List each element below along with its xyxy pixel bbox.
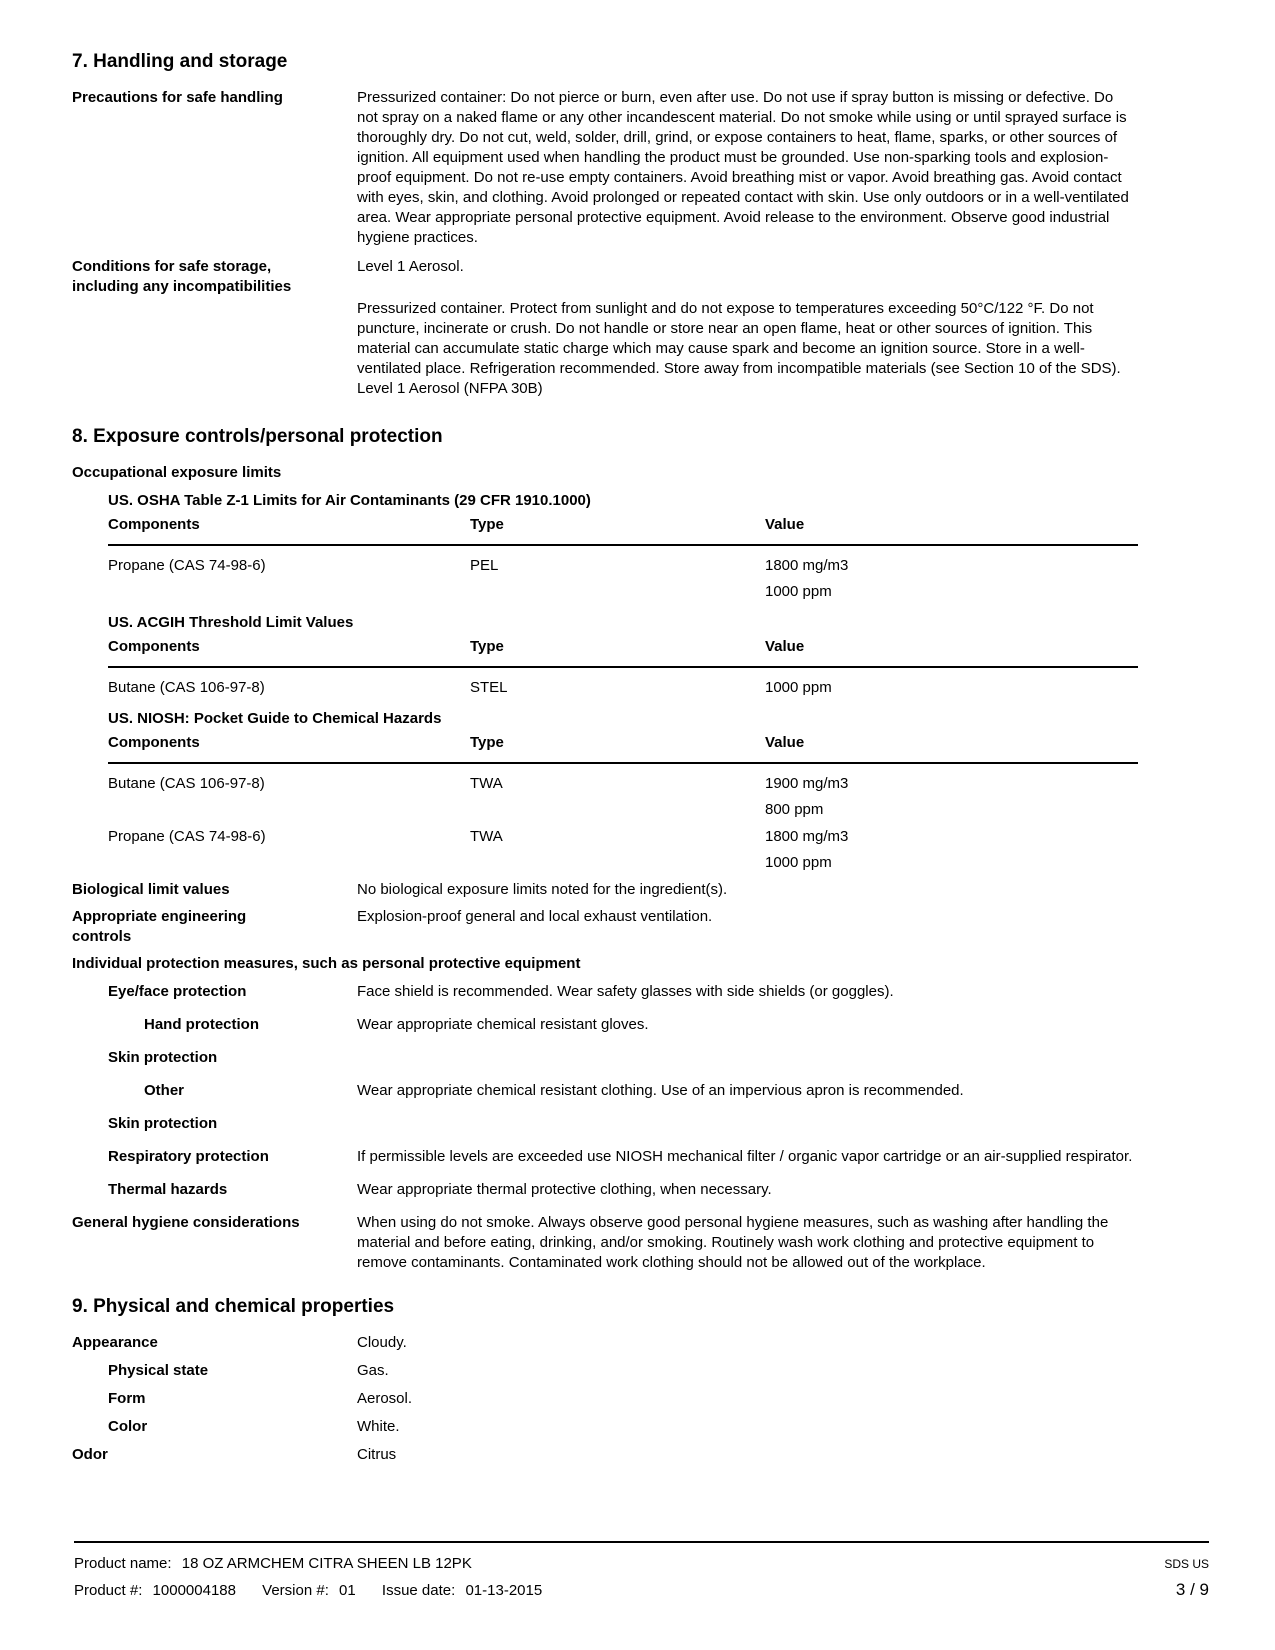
hand-protection-row (72, 1015, 1138, 1035)
engineering-controls-value: Explosion-proof general and local exhaust ventilation. (357, 908, 713, 925)
column-header-value: Value (765, 638, 805, 655)
thermal-hazards-value: Wear appropriate thermal protective clothing, when necessary. (357, 1181, 772, 1198)
storage-row (72, 257, 1138, 399)
value-line: 1800 mg/m3 (765, 828, 849, 845)
table-row (108, 675, 1138, 701)
skin-protection-row-2 (72, 1114, 1138, 1134)
storage-body-level: Level 1 Aerosol. (357, 258, 464, 275)
footer-line-1 (74, 1551, 1209, 1577)
hygiene-label-line2: considerations (192, 1214, 300, 1231)
niosh-limits-table (108, 709, 1138, 876)
form-row (72, 1389, 1138, 1409)
section-8-heading: 8. Exposure controls/personal protection (72, 426, 443, 447)
table-header (108, 515, 1138, 544)
footer-product-name (74, 1551, 478, 1577)
component-cell: Propane (CAS 74-98-6) (108, 557, 266, 574)
product-number-value: 1000004188 (152, 1582, 236, 1599)
value-line: 1000 ppm (765, 854, 832, 871)
column-header-components: Components (108, 516, 200, 533)
respiratory-protection-row (72, 1147, 1138, 1167)
footer-line-2 (74, 1577, 1209, 1604)
odor-label: Odor (72, 1446, 108, 1463)
type-cell: STEL (470, 679, 508, 696)
precautions-row (72, 88, 1138, 248)
table-row (108, 824, 1138, 876)
table-body (108, 544, 1138, 605)
color-row (72, 1417, 1138, 1437)
column-header-value: Value (765, 734, 805, 751)
acgih-table-title: US. ACGIH Threshold Limit Values (108, 614, 354, 631)
biological-limit-label: Biological limit values (72, 881, 230, 898)
appearance-row (72, 1333, 1138, 1353)
version-label: Version #: (262, 1582, 329, 1599)
storage-body-paragraph: Pressurized container. Protect from sunlight and do not expose to temperatures exceeding 50°C/122 °F. Do not puncture, incinerate or crush. Do not handle or store near an open flame, heat or other sources of ignition. This material can accumulate static charge which may cause spark and become an ignition source. Store in a well-ventilated place. Refrigeration recommended. Store away from incompatible materials (see Section 10 of the SDS). Level 1 Aerosol (NFPA 30B) (357, 300, 1121, 397)
precautions-label: Precautions for safe handling (72, 89, 283, 106)
other-protection-row (72, 1081, 1138, 1101)
odor-row (72, 1445, 1138, 1465)
component-cell: Propane (CAS 74-98-6) (108, 828, 266, 845)
form-label: Form (108, 1390, 146, 1407)
page-number: 3 / 9 (1175, 1580, 1209, 1599)
value-cell (765, 553, 1138, 605)
other-protection-value: Wear appropriate chemical resistant clothing. Use of an impervious apron is recommended. (357, 1082, 964, 1099)
storage-label-line1: Conditions for safe storage, (72, 258, 272, 275)
component-cell: Butane (CAS 106-97-8) (108, 679, 265, 696)
hand-protection-value: Wear appropriate chemical resistant gloves. (357, 1016, 649, 1033)
occupational-exposure-heading: Occupational exposure limits (72, 464, 282, 481)
general-hygiene-value: When using do not smoke. Always observe good personal hygiene measures, such as washing after handling the material and before eating, drinking, and/or smoking. Routinely wash work clothing and protective equipment to remove contaminants. Contaminated work clothing should not be allowed out of the workplace. (357, 1214, 1109, 1271)
column-header-type: Type (470, 734, 504, 751)
engineering-controls-row (72, 907, 1138, 947)
type-cell: TWA (470, 775, 503, 792)
table-row (108, 553, 1138, 605)
table-header (108, 637, 1138, 666)
type-cell: PEL (470, 557, 499, 574)
other-protection-label: Other (144, 1082, 185, 1099)
value-cell (765, 824, 1138, 876)
table-header (108, 733, 1138, 762)
storage-body (357, 257, 1138, 399)
product-name-label: Product name: (74, 1555, 172, 1572)
value-line: 1000 ppm (765, 583, 832, 600)
respiratory-protection-label: Respiratory protection (108, 1148, 269, 1165)
page-footer (74, 1541, 1209, 1604)
precautions-body: Pressurized container: Do not pierce or burn, even after use. Do not use if spray button is missing or defective. Do not spray on a naked flame or any other incandescent material. Do not smoke while using or until sprayed surface is thoroughly dry. Do not cut, weld, solder, drill, grind, or expose containers to heat, flame, sparks, or other sources of ignition. All equipment used when handling the product must be grounded. Use non-sparking tools and explosion-proof equipment. Do not re-use empty containers. Avoid breathing mist or vapor. Avoid breathing gas. Avoid contact with eyes, skin, and clothing. Avoid prolonged or repeated contact with skin. Use only outdoors or in a well-ventilated area. Wear appropriate personal protective equipment. Avoid release to the environment. Observe good industrial hygiene practices. (357, 89, 1129, 246)
general-hygiene-label (72, 1213, 357, 1273)
section-9-heading: 9. Physical and chemical properties (72, 1296, 395, 1317)
engineering-label-line1: Appropriate engineering (72, 908, 247, 925)
type-cell: TWA (470, 828, 503, 845)
skin-protection-row (72, 1048, 1138, 1068)
osha-table-title: US. OSHA Table Z-1 Limits for Air Contaminants (29 CFR 1910.1000) (108, 492, 591, 509)
value-line: 1000 ppm (765, 679, 832, 696)
biological-limit-row (72, 880, 1138, 900)
odor-value: Citrus (357, 1446, 397, 1463)
acgih-limits-table (108, 613, 1138, 701)
column-header-type: Type (470, 638, 504, 655)
issue-date-label: Issue date: (381, 1582, 456, 1599)
section-7-heading: 7. Handling and storage (72, 51, 288, 72)
appearance-label: Appearance (72, 1334, 158, 1351)
osha-limits-table (108, 491, 1138, 605)
product-number-label: Product #: (74, 1582, 143, 1599)
eye-face-protection-label: Eye/face protection (108, 983, 247, 1000)
engineering-controls-label (72, 907, 357, 947)
hygiene-label-line1: General hygiene (72, 1214, 189, 1231)
column-header-value: Value (765, 516, 805, 533)
eye-face-protection-row (72, 982, 1138, 1002)
table-body (108, 666, 1138, 701)
column-header-components: Components (108, 638, 200, 655)
value-line: 1800 mg/m3 (765, 557, 849, 574)
value-line: 800 ppm (765, 801, 824, 818)
appearance-value: Cloudy. (357, 1334, 407, 1351)
value-cell (765, 675, 1138, 701)
biological-limit-value: No biological exposure limits noted for the ingredient(s). (357, 881, 728, 898)
issue-date-value: 01-13-2015 (465, 1582, 543, 1599)
thermal-hazards-row (72, 1180, 1138, 1200)
skin-protection-label: Skin protection (108, 1049, 218, 1066)
storage-label-line2: including any incompatibilities (72, 278, 292, 295)
respiratory-protection-value: If permissible levels are exceeded use NIOSH mechanical filter / organic vapor cartridge or an air-supplied respirator. (357, 1148, 1133, 1165)
physical-state-row (72, 1361, 1138, 1381)
color-value: White. (357, 1418, 400, 1435)
niosh-table-title: US. NIOSH: Pocket Guide to Chemical Hazards (108, 710, 442, 727)
value-line: 1900 mg/m3 (765, 775, 849, 792)
physical-state-value: Gas. (357, 1362, 389, 1379)
component-cell: Butane (CAS 106-97-8) (108, 775, 265, 792)
value-cell (765, 771, 1138, 823)
eye-face-protection-value: Face shield is recommended. Wear safety glasses with side shields (or goggles). (357, 983, 894, 1000)
engineering-label-line2: controls (72, 928, 132, 945)
table-row (108, 771, 1138, 823)
product-name-value: 18 OZ ARMCHEM CITRA SHEEN LB 12PK (181, 1555, 472, 1572)
general-hygiene-row (72, 1213, 1138, 1273)
column-header-components: Components (108, 734, 200, 751)
storage-label (72, 257, 357, 399)
form-value: Aerosol. (357, 1390, 413, 1407)
physical-state-label: Physical state (108, 1362, 209, 1379)
hand-protection-label: Hand protection (144, 1016, 259, 1033)
color-label: Color (108, 1418, 148, 1435)
version-value: 01 (339, 1582, 356, 1599)
skin-protection-label-2: Skin protection (108, 1115, 218, 1132)
thermal-hazards-label: Thermal hazards (108, 1181, 228, 1198)
individual-protection-heading: Individual protection measures, such as personal protective equipment (72, 955, 581, 972)
column-header-type: Type (470, 516, 504, 533)
table-body (108, 762, 1138, 876)
sds-region-label: SDS US (1164, 1557, 1209, 1571)
footer-product-meta (74, 1578, 548, 1604)
